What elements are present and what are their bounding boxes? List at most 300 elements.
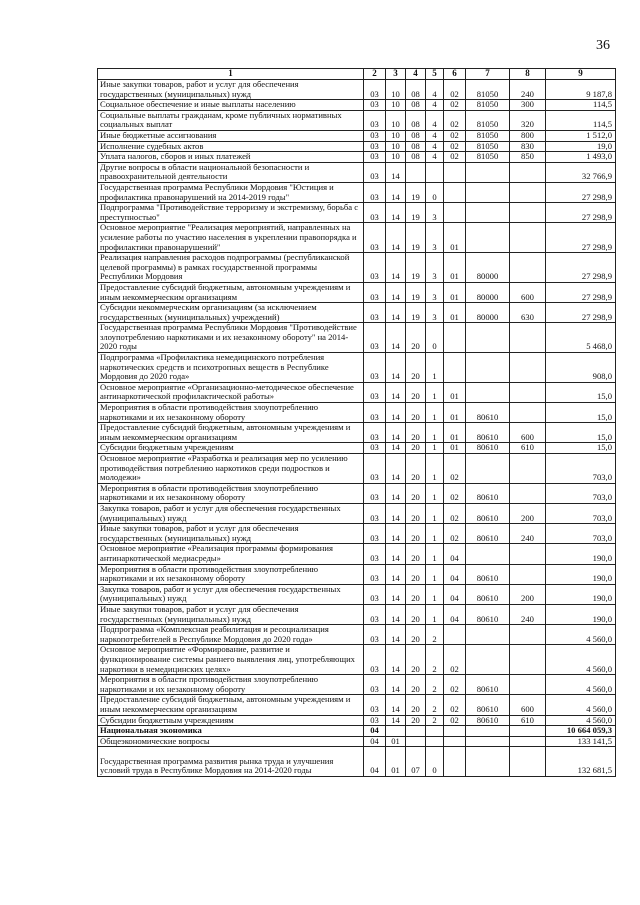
code-subprogram: 1: [426, 524, 444, 544]
row-amount: 4 560,0: [546, 625, 616, 645]
row-amount: 27 298,9: [546, 303, 616, 323]
code-subprogram: 4: [426, 100, 444, 111]
row-amount: 27 298,9: [546, 223, 616, 253]
code-section: 03: [364, 130, 386, 141]
row-name: Мероприятия в области противодействия злоупотреблению наркотиками и их незаконному обороту: [98, 675, 364, 695]
table-row: [98, 141, 616, 152]
row-name: Субсидии бюджетным учреждениям: [98, 443, 364, 454]
row-amount: 132 681,5: [546, 747, 616, 777]
code-section: 03: [364, 625, 386, 645]
code-event: 01: [444, 253, 466, 283]
code-subsection: 14: [386, 203, 406, 223]
row-name: Основное мероприятие «Формирование, развитие и функционирование системы раннего выявления лиц, употребляющих наркотики в немедицинских целях»: [98, 645, 364, 675]
code-direction: [466, 203, 510, 223]
row-name: Социальное обеспечение и иные выплаты населению: [98, 100, 364, 111]
row-name: Иные закупки товаров, работ и услуг для обеспечения государственных (муниципальных) нужд: [98, 604, 364, 624]
code-program: 19: [406, 282, 426, 302]
code-direction: 81050: [466, 110, 510, 130]
code-subprogram: 2: [426, 695, 444, 715]
code-event: 04: [444, 584, 466, 604]
code-expense-type: 240: [510, 524, 546, 544]
code-expense-type: [510, 645, 546, 675]
code-section: 03: [364, 524, 386, 544]
row-amount: 133 141,5: [546, 736, 616, 747]
code-program: 20: [406, 645, 426, 675]
code-expense-type: [510, 253, 546, 283]
code-subsection: 01: [386, 736, 406, 747]
budget-table: [97, 68, 616, 777]
row-name: Подпрограмма «Комплексная реабилитация и ресоциализация наркопотребителей в Республике Мордовия до 2020 года»: [98, 625, 364, 645]
code-direction: 80000: [466, 282, 510, 302]
code-expense-type: 200: [510, 584, 546, 604]
header-row: [98, 69, 616, 80]
row-name: Национальная экономика: [98, 726, 364, 737]
table-row: [98, 504, 616, 524]
row-name: Иные закупки товаров, работ и услуг для обеспечения государственных (муниципальных) нужд: [98, 524, 364, 544]
row-amount: 4 560,0: [546, 675, 616, 695]
row-amount: 703,0: [546, 504, 616, 524]
table-row: [98, 675, 616, 695]
table-row: [98, 423, 616, 443]
code-program: 20: [406, 564, 426, 584]
row-name: Основное мероприятие «Организационно-методическое обеспечение антинаркотической профилактической работы»: [98, 382, 364, 402]
code-program: 08: [406, 110, 426, 130]
code-event: 02: [444, 524, 466, 544]
code-expense-type: 240: [510, 604, 546, 624]
code-subsection: 14: [386, 675, 406, 695]
code-direction: [466, 726, 510, 737]
table-row: [98, 625, 616, 645]
code-subsection: 14: [386, 504, 406, 524]
code-program: 20: [406, 403, 426, 423]
row-name: Социальные выплаты гражданам, кроме публичных нормативных социальных выплат: [98, 110, 364, 130]
table-row: [98, 152, 616, 163]
code-event: [444, 182, 466, 202]
code-subsection: 14: [386, 625, 406, 645]
code-event: 01: [444, 382, 466, 402]
code-subsection: 14: [386, 282, 406, 302]
code-event: 02: [444, 675, 466, 695]
code-expense-type: [510, 454, 546, 484]
table-row: [98, 382, 616, 402]
table-row: [98, 353, 616, 383]
row-name: Мероприятия в области противодействия злоупотреблению наркотиками и их незаконному обороту: [98, 483, 364, 503]
code-event: 02: [444, 695, 466, 715]
row-name: Основное мероприятие «Реализация программы формирования антинаркотической медиасреды»: [98, 544, 364, 564]
table-row: [98, 645, 616, 675]
code-subsection: 14: [386, 353, 406, 383]
code-expense-type: [510, 182, 546, 202]
code-subprogram: 1: [426, 483, 444, 503]
code-subprogram: 4: [426, 130, 444, 141]
row-amount: 4 560,0: [546, 715, 616, 726]
code-subsection: 14: [386, 323, 406, 353]
code-section: 03: [364, 323, 386, 353]
code-direction: 80610: [466, 695, 510, 715]
row-amount: 114,5: [546, 100, 616, 111]
code-program: 19: [406, 253, 426, 283]
page-number: 36: [596, 38, 610, 53]
row-name: Закупка товаров, работ и услуг для обеспечения государственных (муниципальных) нужд: [98, 584, 364, 604]
code-subsection: 14: [386, 695, 406, 715]
code-subsection: 14: [386, 715, 406, 726]
code-event: 02: [444, 80, 466, 100]
code-subprogram: 3: [426, 303, 444, 323]
row-amount: 4 560,0: [546, 645, 616, 675]
code-program: 08: [406, 80, 426, 100]
code-direction: [466, 645, 510, 675]
code-event: 01: [444, 282, 466, 302]
table-row: [98, 80, 616, 100]
code-section: 03: [364, 152, 386, 163]
code-program: 20: [406, 443, 426, 454]
table-row: [98, 323, 616, 353]
code-expense-type: [510, 736, 546, 747]
table-row: [98, 203, 616, 223]
code-expense-type: 600: [510, 282, 546, 302]
header-cell: 1: [98, 69, 364, 80]
code-expense-type: 610: [510, 715, 546, 726]
header-cell: 5: [426, 69, 444, 80]
row-amount: 19,0: [546, 141, 616, 152]
code-section: 04: [364, 747, 386, 777]
code-program: 08: [406, 130, 426, 141]
row-name: Иные закупки товаров, работ и услуг для обеспечения государственных (муниципальных) нужд: [98, 80, 364, 100]
code-program: 20: [406, 353, 426, 383]
code-subprogram: 1: [426, 504, 444, 524]
code-section: 03: [364, 675, 386, 695]
code-section: 03: [364, 454, 386, 484]
row-amount: 5 468,0: [546, 323, 616, 353]
code-event: 01: [444, 223, 466, 253]
code-subprogram: [426, 162, 444, 182]
code-direction: [466, 223, 510, 253]
code-subprogram: 3: [426, 203, 444, 223]
code-subsection: 10: [386, 152, 406, 163]
header-cell: 2: [364, 69, 386, 80]
code-event: 02: [444, 715, 466, 726]
code-subprogram: 3: [426, 223, 444, 253]
code-direction: 80610: [466, 604, 510, 624]
row-amount: 27 298,9: [546, 282, 616, 302]
code-expense-type: [510, 403, 546, 423]
code-expense-type: [510, 544, 546, 564]
code-direction: 80000: [466, 303, 510, 323]
row-name: Предоставление субсидий бюджетным, автономным учреждениям и иным некоммерческим организациям: [98, 423, 364, 443]
code-expense-type: 610: [510, 443, 546, 454]
code-subsection: 14: [386, 454, 406, 484]
code-event: 02: [444, 100, 466, 111]
row-name: Государственная программа развития рынка труда и улучшения условий труда в Республике Мордовия на 2014-2020 годы: [98, 747, 364, 777]
code-subsection: 10: [386, 80, 406, 100]
code-event: 02: [444, 110, 466, 130]
code-subsection: 14: [386, 604, 406, 624]
table-row: [98, 223, 616, 253]
code-program: [406, 736, 426, 747]
code-section: 03: [364, 483, 386, 503]
table-row: [98, 736, 616, 747]
header-cell: 7: [466, 69, 510, 80]
row-amount: 15,0: [546, 382, 616, 402]
code-subprogram: 4: [426, 110, 444, 130]
code-direction: 80610: [466, 403, 510, 423]
code-direction: 81050: [466, 152, 510, 163]
row-name: Основное мероприятие "Реализация мероприятий, направленных на усиление работы по участию населения в укреплении правопорядка и профилактики правонарушений": [98, 223, 364, 253]
row-amount: 1 493,0: [546, 152, 616, 163]
code-program: 19: [406, 203, 426, 223]
code-program: 19: [406, 223, 426, 253]
row-amount: 15,0: [546, 443, 616, 454]
row-amount: 32 766,9: [546, 162, 616, 182]
code-subprogram: 1: [426, 382, 444, 402]
code-direction: 80610: [466, 524, 510, 544]
code-direction: 80610: [466, 483, 510, 503]
code-subsection: 01: [386, 747, 406, 777]
code-subprogram: 4: [426, 80, 444, 100]
code-direction: 80610: [466, 715, 510, 726]
code-program: 08: [406, 100, 426, 111]
code-direction: [466, 736, 510, 747]
table-row: [98, 182, 616, 202]
row-amount: 190,0: [546, 544, 616, 564]
code-program: 20: [406, 695, 426, 715]
code-section: 03: [364, 80, 386, 100]
code-section: 03: [364, 564, 386, 584]
row-name: Уплата налогов, сборов и иных платежей: [98, 152, 364, 163]
code-subprogram: 4: [426, 141, 444, 152]
row-amount: 703,0: [546, 524, 616, 544]
code-expense-type: [510, 564, 546, 584]
code-section: 03: [364, 715, 386, 726]
row-name: Основное мероприятие «Разработка и реализация мер по усилению противодействия потреблению наркотиков среди подростков и молодежи»: [98, 454, 364, 484]
row-amount: 4 560,0: [546, 695, 616, 715]
header-cell: 3: [386, 69, 406, 80]
code-program: 20: [406, 454, 426, 484]
code-event: 04: [444, 604, 466, 624]
code-subsection: 14: [386, 162, 406, 182]
code-program: 08: [406, 152, 426, 163]
code-program: 20: [406, 382, 426, 402]
code-subprogram: 0: [426, 747, 444, 777]
code-subsection: 10: [386, 130, 406, 141]
code-subprogram: 2: [426, 675, 444, 695]
code-expense-type: [510, 203, 546, 223]
code-subsection: 14: [386, 303, 406, 323]
row-amount: 190,0: [546, 604, 616, 624]
code-section: 03: [364, 504, 386, 524]
code-event: 02: [444, 483, 466, 503]
table-row: [98, 524, 616, 544]
row-amount: 10 664 059,3: [546, 726, 616, 737]
code-subprogram: 2: [426, 715, 444, 726]
code-subsection: 14: [386, 382, 406, 402]
row-name: Мероприятия в области противодействия злоупотреблению наркотиками и их незаконному обороту: [98, 403, 364, 423]
row-amount: 15,0: [546, 403, 616, 423]
code-section: 03: [364, 423, 386, 443]
code-expense-type: [510, 747, 546, 777]
code-event: 04: [444, 544, 466, 564]
header-cell: 8: [510, 69, 546, 80]
code-event: 01: [444, 303, 466, 323]
table-row: [98, 726, 616, 737]
code-direction: 81050: [466, 141, 510, 152]
header-cell: 9: [546, 69, 616, 80]
code-subprogram: [426, 726, 444, 737]
code-direction: 81050: [466, 130, 510, 141]
row-amount: 703,0: [546, 454, 616, 484]
row-name: Субсидии некоммерческим организациям (за исключением государственных (муниципальных) учреждений): [98, 303, 364, 323]
row-name: Общеэкономические вопросы: [98, 736, 364, 747]
code-section: 03: [364, 303, 386, 323]
code-section: 03: [364, 695, 386, 715]
code-direction: 80610: [466, 423, 510, 443]
code-subprogram: 0: [426, 182, 444, 202]
code-expense-type: [510, 675, 546, 695]
row-name: Подпрограмма "Противодействие терроризму и экстремизму, борьба с преступностью": [98, 203, 364, 223]
code-subsection: 14: [386, 524, 406, 544]
code-subprogram: 1: [426, 564, 444, 584]
code-direction: [466, 454, 510, 484]
code-direction: [466, 182, 510, 202]
code-expense-type: 850: [510, 152, 546, 163]
code-program: 20: [406, 715, 426, 726]
code-expense-type: [510, 483, 546, 503]
code-expense-type: [510, 223, 546, 253]
code-expense-type: 240: [510, 80, 546, 100]
row-amount: 9 187,8: [546, 80, 616, 100]
code-expense-type: 630: [510, 303, 546, 323]
code-direction: 80610: [466, 675, 510, 695]
code-section: 04: [364, 726, 386, 737]
table-row: [98, 253, 616, 283]
code-section: 03: [364, 353, 386, 383]
code-direction: 80610: [466, 584, 510, 604]
code-section: 04: [364, 736, 386, 747]
code-expense-type: 200: [510, 504, 546, 524]
code-program: 20: [406, 625, 426, 645]
table-row: [98, 403, 616, 423]
code-subprogram: 4: [426, 152, 444, 163]
table-row: [98, 130, 616, 141]
code-program: [406, 726, 426, 737]
table-row: [98, 162, 616, 182]
code-section: 03: [364, 141, 386, 152]
code-subsection: 14: [386, 483, 406, 503]
code-direction: [466, 544, 510, 564]
code-expense-type: [510, 625, 546, 645]
code-section: 03: [364, 223, 386, 253]
row-amount: 190,0: [546, 584, 616, 604]
code-program: 20: [406, 604, 426, 624]
code-event: 01: [444, 443, 466, 454]
code-subprogram: 2: [426, 645, 444, 675]
row-name: Государственная программа Республики Мордовия "Юстиция и профилактика правонарушений на 2014-2019 годы": [98, 182, 364, 202]
code-subprogram: 0: [426, 323, 444, 353]
code-program: 19: [406, 182, 426, 202]
code-event: 04: [444, 564, 466, 584]
code-event: [444, 203, 466, 223]
code-subsection: 14: [386, 443, 406, 454]
code-subprogram: 2: [426, 625, 444, 645]
code-section: 03: [364, 604, 386, 624]
code-direction: 80610: [466, 504, 510, 524]
table-row: [98, 747, 616, 777]
row-amount: 27 298,9: [546, 203, 616, 223]
code-expense-type: 800: [510, 130, 546, 141]
code-subsection: [386, 726, 406, 737]
code-subprogram: 1: [426, 544, 444, 564]
code-subprogram: 3: [426, 253, 444, 283]
code-subprogram: 1: [426, 584, 444, 604]
code-subsection: 14: [386, 564, 406, 584]
code-expense-type: [510, 726, 546, 737]
code-event: [444, 726, 466, 737]
code-program: 20: [406, 675, 426, 695]
code-program: 20: [406, 504, 426, 524]
code-section: 03: [364, 645, 386, 675]
row-name: Иные бюджетные ассигнования: [98, 130, 364, 141]
code-expense-type: 320: [510, 110, 546, 130]
row-name: Другие вопросы в области национальной безопасности и правоохранительной деятельности: [98, 162, 364, 182]
code-direction: [466, 382, 510, 402]
code-section: 03: [364, 443, 386, 454]
code-section: 03: [364, 282, 386, 302]
code-event: [444, 747, 466, 777]
code-subsection: 10: [386, 100, 406, 111]
table-row: [98, 282, 616, 302]
code-program: 20: [406, 584, 426, 604]
row-name: Реализация направления расходов подпрограммы (республиканской целевой программы) в рамках государственной программы Республики Мордовия: [98, 253, 364, 283]
code-subsection: 14: [386, 645, 406, 675]
code-direction: 81050: [466, 100, 510, 111]
code-subsection: 14: [386, 584, 406, 604]
row-name: Исполнение судебных актов: [98, 141, 364, 152]
code-section: 03: [364, 382, 386, 402]
table-row: [98, 443, 616, 454]
table-row: [98, 564, 616, 584]
code-direction: [466, 625, 510, 645]
code-section: 03: [364, 203, 386, 223]
code-direction: [466, 747, 510, 777]
code-event: [444, 162, 466, 182]
row-amount: 908,0: [546, 353, 616, 383]
row-amount: 114,5: [546, 110, 616, 130]
code-subsection: 10: [386, 110, 406, 130]
code-program: 20: [406, 524, 426, 544]
code-event: 02: [444, 152, 466, 163]
code-event: [444, 323, 466, 353]
code-expense-type: [510, 323, 546, 353]
code-program: 19: [406, 303, 426, 323]
code-subprogram: 1: [426, 454, 444, 484]
code-program: 07: [406, 747, 426, 777]
code-direction: [466, 323, 510, 353]
code-subprogram: 1: [426, 403, 444, 423]
code-section: 03: [364, 403, 386, 423]
row-name: Подпрограмма «Профилактика немедицинского потребления наркотических средств и психотропных веществ в Республике Мордовия до 2020 года»: [98, 353, 364, 383]
table-row: [98, 695, 616, 715]
header-cell: 6: [444, 69, 466, 80]
code-event: 02: [444, 504, 466, 524]
code-event: 01: [444, 403, 466, 423]
code-section: 03: [364, 253, 386, 283]
code-subsection: 14: [386, 223, 406, 253]
code-direction: 80000: [466, 253, 510, 283]
code-section: 03: [364, 182, 386, 202]
code-expense-type: 600: [510, 695, 546, 715]
code-program: 08: [406, 141, 426, 152]
row-amount: 1 512,0: [546, 130, 616, 141]
